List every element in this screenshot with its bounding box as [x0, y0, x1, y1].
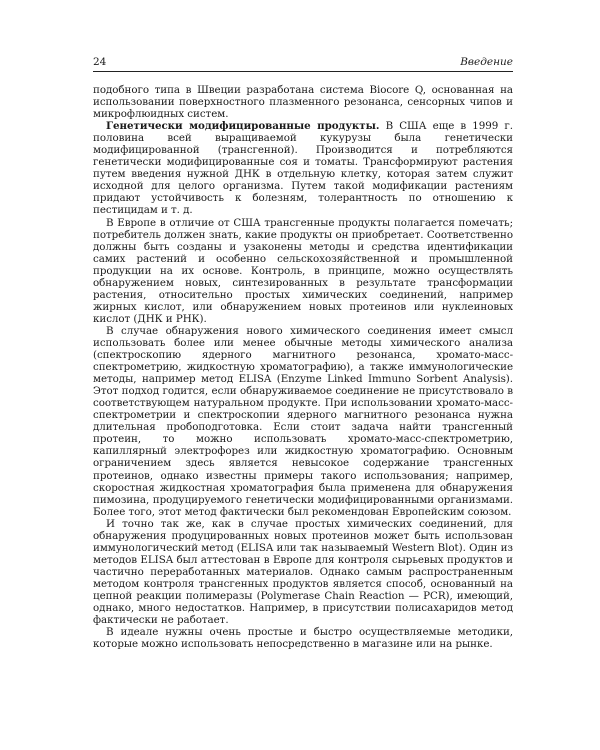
- paragraph-continuation: подобного типа в Швеции разработана система Biocore Q, основанная на использовании поверхностного плазменного резонанса, сенсорных чипов и микрофлюидных систем.: [93, 84, 513, 121]
- paragraph-immunological-methods: И точно так же, как в случае простых химических соединений, для обнаружения продуцированных новых протеинов может быть использован иммунологический метод (ELISA или так называемый Western Blot). Один из методов ELISA был аттестован в Европе для контроля сырьевых продуктов и частично переработанных материалов. Однако самым распространенным методом контроля трансгенных продуктов является способ, основанный на цепной реакции полимеразы (Polymerase Chain Reaction — PCR), имеющий, однако, много недостатков. Например, в присутствии полисахаридов метод фактически не работает.: [93, 517, 513, 627]
- body-text: [93, 84, 513, 650]
- paragraph-gm-products: [93, 120, 513, 216]
- paragraph-chemical-detection: В случае обнаружения нового химического соединения имеет смысл использовать более или менее обычные методы химического анализа (спектроскопию ядерного магнитного резонанса, хромато-масс-спектрометрию, жидкостную хроматографию), а также иммунологические методы, например метод ELISA (Enzyme Linked Immuno Sorbent Analysis). Этот подход годится, если обнаруживаемое соединение не присутствовало в соответствующем натуральном продукте. При использовании хромато-масс-спектрометрии и спектроскопии ядерного магнитного резонанса нужна длительная пробоподготовка. Если стоит задача найти трансгенный протеин, то можно использовать хромато-масс-спектрометрию, капиллярный электрофорез или жидкостную хроматографию. Основным ограничением здесь является невысокое содержание трансгенных протеинов, однако известны примеры такого использования; например, скоростная жидкостная хроматография была применена для обнаружения пимозина, продуцируемого генетически модифицированными организмами. Более того, этот метод фактически был рекомендован Европейским союзом.: [93, 324, 513, 518]
- running-header: [93, 56, 513, 72]
- paragraph-ideal-methods: В идеале нужны очень простые и быстро осуществляемые методики, которые можно использовать непосредственно в магазине или на рынке.: [93, 626, 513, 651]
- section-heading: Генетически модифицированные продукты.: [106, 120, 380, 133]
- paragraph-europe-labeling: В Европе в отличие от США трансгенные продукты полагается помечать; потребитель должен знать, какие продукты он приобретает. Соответственно должны быть созданы и узаконены методы и средства идентификации самих растений и особенно сельскохозяйственной и промышленной продукции на их основе. Контроль, в принципе, можно осуществлять обнаружением новых, синтезированных в результате трансформации растения, относительно простых химических соединений, например жирных кислот, или обнаружением новых протеинов или нуклеиновых кислот (ДНК и РНК).: [93, 216, 513, 325]
- running-title: Введение: [460, 56, 513, 68]
- paragraph-text: В США еще в 1999 г. половина всей выращиваемой кукурузы была генетически модифицированной (трансгенной). Производится и потребляются генетически модифицированные соя и томаты. Трансформируют растения путем введения нужной ДНК в отдельную клетку, которая затем служит исходной для целого организма. Путем такой модификации растениям придают устойчивость к болезням, толерантность по отношению к пестицидам и т. д.: [93, 120, 514, 217]
- page-number: 24: [93, 56, 107, 68]
- book-page: [93, 56, 513, 650]
